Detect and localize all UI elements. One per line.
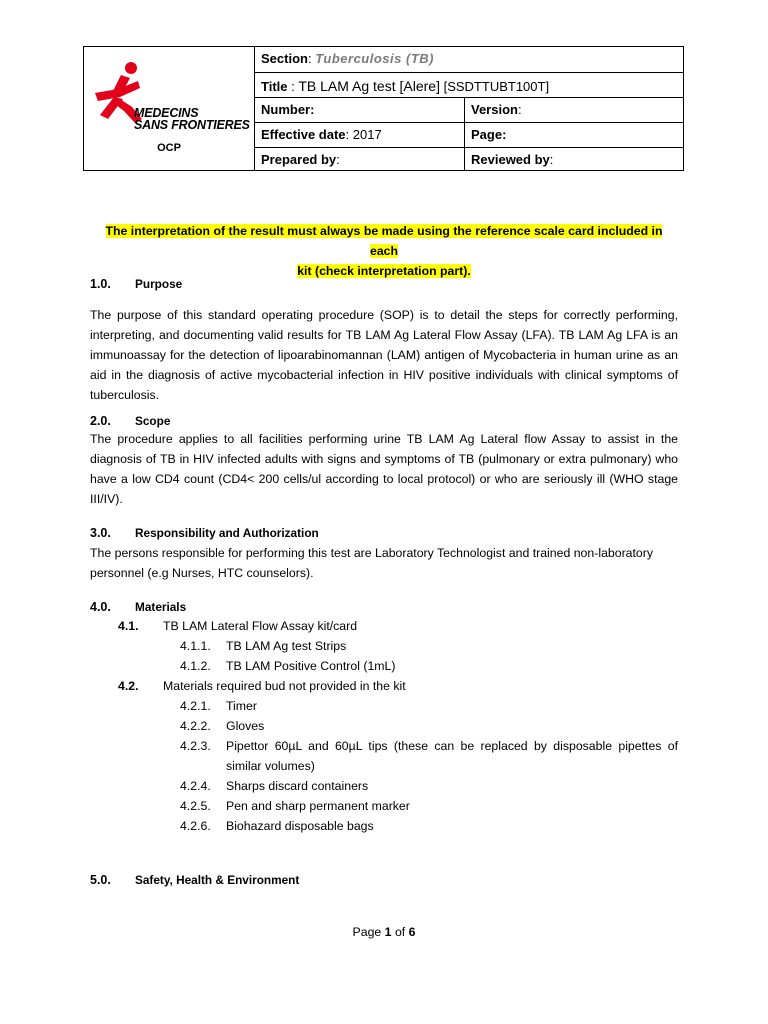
- prepared-by-label: Prepared by: [261, 152, 337, 167]
- materials-4-1-2: [180, 656, 395, 676]
- effective-date-value: 2017: [352, 127, 382, 142]
- item-text: Materials required bud not provided in the kit: [163, 679, 406, 693]
- page-number: 1: [384, 925, 392, 939]
- scope-title: Scope: [135, 414, 171, 428]
- page-footer: [0, 925, 768, 939]
- responsibility-title: Responsibility and Authorization: [135, 526, 319, 540]
- materials-4-2-6: [180, 816, 374, 836]
- org-name: [134, 107, 250, 131]
- section-value: Tuberculosis (TB): [315, 51, 434, 66]
- sop-header-table: [83, 46, 684, 171]
- interpretation-note: [95, 221, 673, 281]
- responsibility-text: The persons responsible for performing this test are Laboratory Technologist and trained non-laboratory personnel (e.g Nurses, HTC counselors).: [90, 546, 654, 580]
- number-label: Number:: [261, 102, 315, 117]
- item-text: TB LAM Positive Control (1mL): [226, 659, 396, 673]
- title-code: [SSDTTUBT100T]: [443, 79, 550, 94]
- safety-number: 5.0.: [90, 873, 111, 887]
- purpose-heading: [90, 277, 182, 291]
- scope-number: 2.0.: [90, 414, 111, 428]
- safety-heading: [90, 873, 299, 887]
- item-number: 4.2.6.: [180, 819, 211, 833]
- title-label: Title: [261, 79, 288, 94]
- item-number: 4.1.2.: [180, 659, 211, 673]
- item-number: 4.2.1.: [180, 699, 211, 713]
- scope-heading: [90, 414, 170, 428]
- materials-4-1: [118, 616, 357, 636]
- materials-heading: [90, 600, 186, 614]
- effective-date-cell: Effective date: 2017: [255, 123, 465, 148]
- item-text: Biohazard disposable bags: [226, 819, 374, 833]
- materials-title: Materials: [135, 600, 187, 614]
- responsibility-heading: [90, 526, 319, 540]
- item-number: 4.1.: [118, 619, 139, 633]
- item-text: Timer: [226, 699, 257, 713]
- item-text: Sharps discard containers: [226, 779, 369, 793]
- effective-date-label: Effective date: [261, 127, 346, 142]
- materials-4-2-4: [180, 776, 368, 796]
- page-word: Page: [352, 925, 382, 939]
- materials-4-2-2: [180, 716, 264, 736]
- item-text: Gloves: [226, 719, 265, 733]
- of-word: of: [394, 925, 406, 939]
- reviewed-by-cell: Reviewed by:: [471, 152, 554, 167]
- reviewed-by-label: Reviewed by: [471, 152, 550, 167]
- interpretation-note-line1: The interpretation of the result must always be made using the reference scale card included in each: [105, 224, 663, 258]
- interpretation-note-line2: kit (check interpretation part).: [297, 264, 471, 278]
- materials-4-1-1: [180, 636, 346, 656]
- title-value: TB LAM Ag test [Alere]: [298, 78, 440, 94]
- logo-cell: [84, 47, 255, 170]
- item-number: 4.2.2.: [180, 719, 211, 733]
- purpose-text: The purpose of this standard operating procedure (SOP) is to detail the steps for correctly performing, interpreting, and documenting valid results for TB LAM Ag Lateral Flow Assay (LFA). TB LAM Ag LFA is an immunoassay for the detection of lipoarabinomannan (LAM) antigen of Mycobacteria in human urine as an aid in the diagnosis of active mycobacterial infection in HIV positive individuals with clinical symptoms of tuberculosis.: [90, 308, 678, 402]
- materials-4-2: [118, 676, 406, 696]
- version-cell: Version:: [465, 98, 683, 123]
- item-number: 4.2.5.: [180, 799, 211, 813]
- org-unit: OCP: [157, 142, 181, 154]
- materials-number: 4.0.: [90, 600, 111, 614]
- page-label: Page:: [471, 127, 507, 142]
- section-label: Section: [261, 51, 308, 66]
- materials-4-2-1: [180, 696, 257, 716]
- materials-4-2-3: [180, 736, 678, 776]
- org-name-line2: SANS FRONTIERES: [134, 118, 250, 132]
- item-number: 4.1.1.: [180, 639, 211, 653]
- page-cell: [465, 123, 683, 148]
- materials-4-2-5: [180, 796, 410, 816]
- prepared-by-cell: Prepared by:: [255, 148, 465, 170]
- org-name-line1: MEDECINS: [134, 106, 199, 120]
- safety-title: Safety, Health & Environment: [135, 873, 300, 887]
- item-text: TB LAM Ag test Strips: [226, 639, 347, 653]
- section-row: Section: Tuberculosis (TB): [255, 47, 683, 73]
- item-text: TB LAM Lateral Flow Assay kit/card: [163, 619, 358, 633]
- number-cell: [255, 98, 465, 123]
- item-text: Pen and sharp permanent marker: [226, 799, 410, 813]
- purpose-number: 1.0.: [90, 277, 111, 291]
- item-number: 4.2.4.: [180, 779, 211, 793]
- title-row: Title : TB LAM Ag test [Alere] [SSDTTUBT100T]: [255, 73, 683, 98]
- scope-text: The procedure applies to all facilities performing urine TB LAM Ag Lateral flow Assay to assist in the diagnosis of TB in HIV infected adults with signs and symptoms of TB (pulmonary or extra pulmonary) who have a low CD4 count (CD4< 200 cells/ul according to local protocol) or who are seriously ill (WHO stage III/IV).: [90, 432, 678, 506]
- item-number: 4.2.3.: [180, 739, 211, 753]
- page-total: 6: [408, 925, 416, 939]
- purpose-title: Purpose: [135, 277, 183, 291]
- responsibility-number: 3.0.: [90, 526, 111, 540]
- item-text: Pipettor 60µL and 60µL tips (these can be replaced by disposable pipettes of similar volumes): [226, 739, 678, 773]
- item-number: 4.2.: [118, 679, 139, 693]
- version-label: Version: [471, 102, 518, 117]
